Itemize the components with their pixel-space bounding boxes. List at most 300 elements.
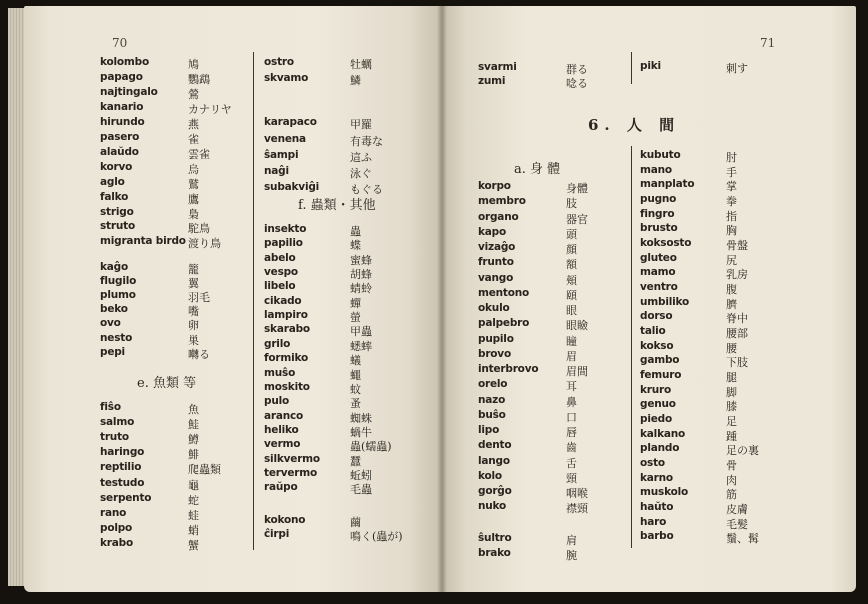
vocab-entry (100, 317, 250, 333)
esperanto-word: migranta birdo (100, 235, 186, 248)
esperanto-word: naĝi (264, 165, 289, 177)
esperanto-word: kruro (640, 383, 672, 396)
vocab-entry (264, 481, 414, 497)
japanese-gloss: 齒 (566, 441, 577, 455)
esperanto-word: aranco (264, 409, 304, 422)
esperanto-word: manplato (640, 178, 695, 191)
vocab-entry (640, 193, 800, 206)
esperanto-word: dorso (640, 310, 673, 323)
vocab-entry (264, 56, 414, 69)
vocab-entry (478, 75, 628, 88)
esperanto-word: kapo (478, 225, 506, 238)
vocab-entry (478, 302, 628, 315)
vocab-entry (640, 164, 800, 177)
esperanto-word: orelo (478, 378, 508, 391)
japanese-gloss: 刺す (726, 62, 748, 75)
vocab-entry (100, 332, 250, 345)
vocab-entry (478, 241, 628, 254)
vocab-entry (264, 367, 414, 380)
esperanto-word: gluteo (640, 251, 677, 264)
section-heading-f: f. 蟲類・其他 (298, 198, 376, 213)
vocab-entry (478, 61, 628, 74)
japanese-gloss: 蛸 (188, 523, 199, 537)
esperanto-word: organo (478, 210, 519, 223)
vocab-entry (478, 409, 628, 422)
japanese-gloss: 鮭 (188, 418, 199, 432)
japanese-gloss: 巣 (188, 333, 199, 347)
japanese-gloss: 唇 (566, 426, 577, 439)
japanese-gloss: 拳 (726, 195, 737, 208)
japanese-gloss: 蛇 (188, 493, 199, 507)
japanese-gloss: 腿 (726, 371, 737, 385)
japanese-gloss: 嘴 (188, 305, 199, 319)
vocab-entry (264, 149, 414, 162)
vocab-entry (100, 537, 250, 550)
vocab-entry (478, 195, 628, 211)
vocab-entry (640, 222, 800, 238)
vocab-entry (264, 266, 414, 282)
esperanto-word: mentono (478, 286, 530, 299)
japanese-gloss: 鶯 (188, 87, 199, 101)
esperanto-word: struto (100, 220, 135, 233)
esperanto-word: reptilio (100, 461, 142, 474)
esperanto-word: kanario (100, 100, 144, 113)
esperanto-word: karapaco (264, 116, 317, 129)
japanese-gloss: 頸 (566, 471, 577, 485)
esperanto-word: membro (478, 195, 526, 208)
section-heading-e: e. 魚類 等 (137, 376, 197, 391)
japanese-gloss: 囀る (188, 347, 210, 361)
esperanto-word: salmo (100, 416, 135, 429)
esperanto-word: beko (100, 303, 128, 316)
esperanto-word: kolo (478, 469, 502, 482)
vocab-entry (100, 235, 250, 251)
japanese-gloss: 蟬 (350, 296, 361, 310)
japanese-gloss: 足 (726, 415, 737, 429)
japanese-gloss: 鯡 (188, 448, 199, 462)
esperanto-word: lipo (478, 424, 500, 436)
japanese-gloss: 頭 (566, 227, 577, 241)
vocab-entry (640, 516, 800, 529)
esperanto-word: vango (478, 271, 514, 284)
japanese-gloss: 身體 (566, 182, 588, 195)
japanese-gloss: 指 (726, 209, 737, 223)
esperanto-word: aglo (100, 175, 125, 188)
vocab-entry (640, 442, 800, 458)
japanese-gloss: 蚤 (350, 397, 361, 411)
vocab-entry (478, 485, 628, 498)
vocab-entry (640, 413, 800, 429)
esperanto-word: interbrovo (478, 363, 539, 375)
vocab-entry (478, 500, 628, 516)
japanese-gloss: 甲蟲 (350, 325, 372, 339)
japanese-gloss: 踵 (726, 429, 737, 443)
vocab-entry (264, 237, 414, 253)
vocab-entry (640, 428, 800, 441)
esperanto-word: osto (640, 457, 665, 470)
esperanto-word: ĉirpi (264, 528, 290, 540)
vocab-entry (478, 317, 628, 333)
esperanto-word: papilio (264, 237, 303, 250)
japanese-gloss: 蟲 (350, 225, 361, 238)
vocab-entry (478, 547, 628, 560)
japanese-gloss: 咽喉 (566, 487, 588, 500)
japanese-gloss: 脚 (726, 385, 737, 399)
vocab-entry (264, 514, 414, 527)
japanese-gloss: 蚯蚓 (350, 468, 372, 482)
vocab-entry (478, 439, 628, 455)
esperanto-word: vermo (264, 438, 301, 451)
esperanto-word: silkvermo (264, 452, 320, 465)
esperanto-word: tervermo (264, 466, 318, 479)
vocab-entry (640, 530, 800, 546)
esperanto-word: nazo (478, 393, 506, 406)
vocab-entry (100, 116, 250, 129)
esperanto-word: svarmi (478, 61, 517, 73)
esperanto-word: heliko (264, 423, 299, 436)
japanese-gloss: 螢 (350, 311, 361, 325)
vocab-entry (100, 161, 250, 174)
vocab-entry (478, 211, 628, 224)
japanese-gloss: 有毒な (350, 134, 383, 148)
japanese-gloss: 龜 (188, 478, 199, 492)
vocab-entry (640, 325, 800, 341)
esperanto-word: kalkano (640, 427, 686, 440)
vocab-entry (264, 252, 414, 265)
esperanto-word: muskolo (640, 486, 688, 499)
book-gutter (437, 6, 447, 592)
esperanto-word: kubuto (640, 149, 681, 161)
vocab-entry (478, 287, 628, 300)
vocab-entry (264, 424, 414, 437)
vocab-entry (100, 477, 250, 490)
vocab-entry (264, 453, 414, 466)
vocab-entry (264, 352, 414, 368)
column-divider-right (631, 146, 632, 548)
esperanto-word: rano (100, 506, 127, 519)
vocab-entry (478, 455, 628, 468)
japanese-gloss: 雀 (188, 132, 199, 146)
esperanto-word: korpo (478, 180, 511, 192)
esperanto-word: pugno (640, 193, 677, 205)
japanese-gloss: 足の裏 (726, 444, 759, 458)
esperanto-word: nuko (478, 500, 507, 513)
esperanto-word: kokso (640, 339, 674, 352)
japanese-gloss: 鳩 (188, 58, 199, 71)
japanese-gloss: 筋 (726, 488, 737, 502)
japanese-gloss: 肩 (566, 533, 577, 547)
japanese-gloss: 魚 (188, 403, 199, 416)
japanese-gloss: 額 (566, 258, 577, 272)
japanese-gloss: 鳴く(蟲が) (350, 530, 403, 543)
japanese-gloss: 蝶 (350, 239, 361, 253)
japanese-gloss: 襟頸 (566, 502, 588, 516)
esperanto-word: koksosto (640, 237, 692, 250)
esperanto-word: zumi (478, 75, 506, 87)
vocab-entry (478, 348, 628, 361)
japanese-gloss: 蟹 (188, 538, 199, 552)
esperanto-word: lango (478, 454, 510, 467)
esperanto-word: fiŝo (100, 401, 121, 413)
esperanto-word: lampiro (264, 309, 308, 322)
esperanto-word: libelo (264, 280, 296, 293)
right-page (442, 6, 856, 592)
esperanto-word: brako (478, 546, 511, 559)
japanese-gloss: 渡り鳥 (188, 237, 221, 251)
esperanto-word: haro (640, 515, 667, 528)
japanese-gloss: 蜜蜂 (350, 253, 372, 267)
esperanto-word: cikado (264, 294, 302, 307)
vocab-entry (640, 310, 800, 326)
vocab-entry (264, 72, 414, 88)
esperanto-word: alaŭdo (100, 145, 139, 158)
esperanto-word: insekto (264, 223, 307, 235)
japanese-gloss: 繭 (350, 515, 361, 529)
japanese-gloss: 頤 (566, 288, 577, 302)
vocab-entry (640, 384, 800, 397)
esperanto-word: pasero (100, 130, 140, 143)
japanese-gloss: 肘 (726, 151, 737, 164)
vocab-entry (640, 237, 800, 253)
japanese-gloss: 這ふ (350, 150, 372, 164)
vocab-entry (100, 206, 250, 219)
japanese-gloss: 蟋蟀 (350, 339, 372, 353)
vocab-entry (264, 395, 414, 411)
vocab-entry (478, 394, 628, 407)
japanese-gloss: 眉間 (566, 365, 588, 378)
vocab-entry (478, 180, 628, 193)
vocab-entry (640, 354, 800, 370)
esperanto-word: haringo (100, 446, 145, 459)
page-number-left: 70 (112, 36, 128, 50)
japanese-gloss: 駝鳥 (188, 222, 210, 236)
esperanto-word: pupilo (478, 332, 514, 345)
vocab-entry (478, 378, 628, 394)
esperanto-word: genuo (640, 398, 676, 411)
esperanto-word: okulo (478, 302, 510, 314)
esperanto-word: truto (100, 431, 129, 444)
japanese-gloss: カナリヤ (188, 102, 232, 116)
esperanto-word: grilo (264, 337, 291, 350)
japanese-gloss: 腕 (566, 548, 577, 562)
japanese-gloss: 舌 (566, 456, 577, 470)
vocab-entry (100, 522, 250, 535)
esperanto-word: pulo (264, 395, 290, 408)
esperanto-word: talio (640, 325, 666, 338)
japanese-gloss: 蛙 (188, 508, 199, 522)
vocab-entry (478, 226, 628, 239)
vocab-entry (100, 461, 250, 477)
vocab-entry (100, 131, 250, 144)
vocab-entry (264, 165, 414, 178)
vocab-entry (640, 149, 800, 162)
esperanto-word: polpo (100, 521, 133, 534)
vocab-entry (100, 176, 250, 189)
japanese-gloss: 胡蜂 (350, 268, 372, 282)
vocab-entry (100, 86, 250, 99)
esperanto-word: femuro (640, 369, 682, 382)
vocab-entry (640, 369, 800, 385)
japanese-gloss: 尻 (726, 253, 737, 267)
japanese-gloss: 蜻蛉 (350, 282, 372, 296)
esperanto-word: flugilo (100, 275, 137, 288)
vocab-entry (100, 56, 250, 69)
japanese-gloss: 烏 (188, 162, 199, 176)
vocab-entry (100, 101, 250, 114)
vocab-entry (640, 472, 800, 485)
japanese-gloss: 毛蟲 (350, 483, 372, 497)
japanese-gloss: 泳ぐ (350, 167, 372, 180)
esperanto-word: falko (100, 190, 129, 203)
japanese-gloss: 蟻 (350, 354, 361, 368)
japanese-gloss: 鷹 (188, 192, 199, 206)
japanese-gloss: 蚊 (350, 382, 361, 396)
esperanto-word: kaĝo (100, 261, 128, 273)
esperanto-word: hirundo (100, 115, 145, 128)
japanese-gloss: 鷲 (188, 177, 199, 191)
vocab-entry (100, 446, 250, 462)
vocab-entry (264, 467, 414, 480)
esperanto-word: mano (640, 163, 672, 176)
esperanto-word: moskito (264, 380, 310, 393)
vocab-entry (100, 71, 250, 84)
vocab-entry (100, 346, 250, 359)
japanese-gloss: 鸚鵡 (188, 72, 210, 86)
japanese-gloss: 肉 (726, 473, 737, 487)
japanese-gloss: 口 (566, 410, 577, 424)
esperanto-word: muŝo (264, 366, 296, 379)
vocab-entry (100, 191, 250, 204)
vocab-entry (640, 501, 800, 517)
esperanto-word: nesto (100, 331, 133, 344)
japanese-gloss: 瞳 (566, 334, 577, 348)
esperanto-word: korvo (100, 160, 133, 173)
japanese-gloss: 手 (726, 165, 737, 179)
japanese-gloss: 雲雀 (188, 147, 210, 161)
esperanto-word: fingro (640, 207, 675, 220)
esperanto-word: karno (640, 471, 673, 484)
vocab-entry (478, 256, 628, 272)
japanese-gloss: 器官 (566, 212, 588, 226)
esperanto-word: kolombo (100, 56, 149, 68)
japanese-gloss: 蜘蛛 (350, 411, 372, 425)
vocab-entry (100, 146, 250, 159)
esperanto-word: skarabo (264, 323, 310, 336)
page-number-right: 71 (760, 36, 776, 50)
japanese-gloss: もぐる (350, 183, 383, 197)
esperanto-word: gambo (640, 354, 680, 367)
vocab-entry (100, 431, 250, 447)
column-divider-top (631, 52, 632, 84)
japanese-gloss: 耳 (566, 380, 577, 394)
vocab-entry (100, 275, 250, 291)
japanese-gloss: 骨盤 (726, 239, 748, 253)
japanese-gloss: 皮膚 (726, 503, 748, 517)
japanese-gloss: 梟 (188, 207, 199, 221)
vocab-entry (640, 296, 800, 309)
japanese-gloss: 鱒 (188, 433, 199, 447)
esperanto-word: gorĝo (478, 485, 512, 497)
vocab-entry (640, 252, 800, 265)
esperanto-word: ostro (264, 56, 294, 68)
vocab-entry (264, 309, 414, 325)
vocab-entry (264, 410, 414, 423)
japanese-gloss: 脊中 (726, 312, 748, 326)
column-divider-left (253, 52, 254, 550)
japanese-gloss: 籠 (188, 263, 199, 276)
vocab-entry (264, 295, 414, 308)
esperanto-word: testudo (100, 476, 145, 489)
esperanto-word: piedo (640, 413, 672, 426)
japanese-gloss: 乳房 (726, 268, 748, 282)
vocab-entry (100, 401, 250, 414)
japanese-gloss: 骨 (726, 459, 737, 473)
vocab-entry (640, 281, 800, 297)
esperanto-word: najtingalo (100, 85, 158, 98)
esperanto-word: abelo (264, 251, 296, 264)
esperanto-word: plando (640, 442, 680, 455)
vocab-entry (478, 272, 628, 285)
esperanto-word: strigo (100, 205, 134, 218)
esperanto-word: mamo (640, 266, 676, 279)
esperanto-word: papago (100, 70, 143, 83)
left-page (24, 6, 442, 592)
esperanto-word: serpento (100, 491, 152, 504)
esperanto-word: buŝo (478, 408, 506, 421)
vocab-entry (478, 532, 628, 545)
vocab-entry (478, 470, 628, 483)
esperanto-word: ŝampi (264, 148, 299, 161)
vocab-entry (640, 266, 800, 282)
vocab-entry (264, 338, 414, 351)
esperanto-word: ovo (100, 317, 121, 330)
esperanto-word: skvamo (264, 72, 309, 85)
esperanto-word: piki (640, 60, 661, 72)
esperanto-word: palpebro (478, 317, 530, 330)
vocab-entry (640, 208, 800, 221)
japanese-gloss: 毛髪 (726, 517, 748, 531)
japanese-gloss: 腹 (726, 283, 737, 297)
japanese-gloss: 眼 (566, 304, 577, 317)
japanese-gloss: 頬 (566, 273, 577, 287)
vocab-entry (264, 223, 414, 236)
esperanto-word: kokono (264, 513, 306, 526)
japanese-gloss: 翼 (188, 277, 199, 291)
japanese-gloss: 腰 (726, 341, 737, 355)
vocab-entry (640, 486, 800, 502)
vocab-entry (100, 261, 250, 274)
esperanto-word: haŭto (640, 501, 674, 514)
esperanto-word: brusto (640, 222, 678, 235)
vocab-entry (264, 438, 414, 454)
japanese-gloss: 牡蠣 (350, 58, 372, 71)
japanese-gloss: 膝 (726, 400, 737, 414)
vocab-entry (264, 181, 414, 197)
vocab-entry (264, 528, 414, 541)
esperanto-word: ventro (640, 281, 678, 294)
esperanto-word: krabo (100, 536, 133, 549)
vocab-entry (100, 507, 250, 520)
vocab-entry (264, 133, 414, 146)
vocab-entry (264, 381, 414, 394)
vocab-entry (100, 289, 250, 305)
vocab-entry (264, 323, 414, 339)
esperanto-word: frunto (478, 256, 514, 269)
vocab-entry (640, 178, 800, 194)
chapter-heading: 6. 人 間 (588, 116, 681, 134)
vocab-entry (478, 363, 628, 376)
japanese-gloss: 胸 (726, 224, 737, 238)
